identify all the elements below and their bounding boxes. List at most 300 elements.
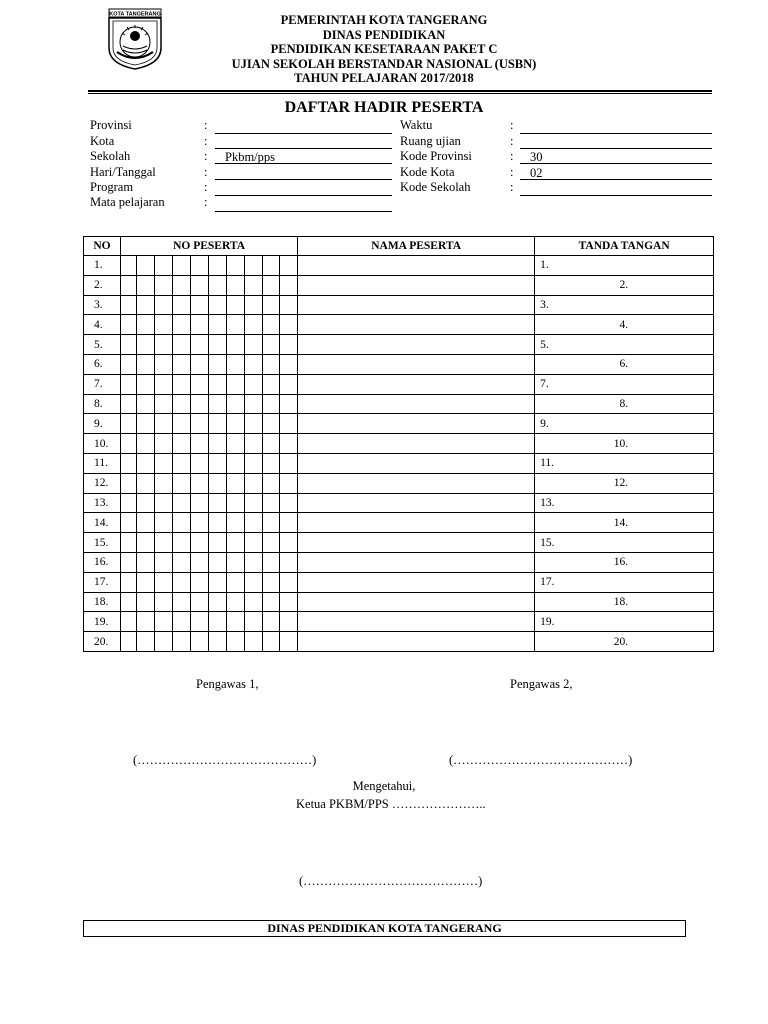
no-peserta-digit-cell[interactable] (227, 453, 245, 473)
no-peserta-digit-cell[interactable] (227, 592, 245, 612)
nama-peserta-cell[interactable] (298, 335, 535, 355)
table-row (84, 473, 714, 493)
no-peserta-digit-cell[interactable] (191, 394, 209, 414)
table-row (84, 453, 714, 473)
no-peserta-digit-cell[interactable] (137, 533, 155, 553)
no-peserta-digit-cell[interactable] (191, 533, 209, 553)
tanda-tangan-cell[interactable]: 15. (535, 533, 714, 553)
no-peserta-digit-cell[interactable] (280, 394, 298, 414)
no-peserta-digit-cell[interactable] (137, 374, 155, 394)
no-peserta-digit-cell[interactable] (280, 374, 298, 394)
no-peserta-digit-cell[interactable] (263, 414, 280, 434)
nama-peserta-cell[interactable] (298, 513, 535, 533)
tanda-tangan-cell[interactable]: 8. (535, 394, 714, 414)
no-peserta-digit-cell[interactable] (137, 493, 155, 513)
no-peserta-digit-cell[interactable] (209, 473, 227, 493)
no-peserta-digit-cell[interactable] (173, 275, 191, 295)
no-peserta-digit-cell[interactable] (227, 632, 245, 652)
no-peserta-digit-cell[interactable] (263, 612, 280, 632)
no-peserta-digit-cell[interactable] (121, 256, 137, 276)
no-peserta-digit-cell[interactable] (263, 275, 280, 295)
no-peserta-digit-cell[interactable] (245, 354, 263, 374)
no-peserta-digit-cell[interactable] (209, 592, 227, 612)
label-mata-pelajaran: Mata pelajaran (90, 195, 165, 209)
colon: : (510, 134, 514, 148)
no-peserta-digit-cell[interactable] (173, 592, 191, 612)
nama-peserta-cell[interactable] (298, 414, 535, 434)
no-peserta-digit-cell[interactable] (245, 632, 263, 652)
no-peserta-digit-cell[interactable] (245, 473, 263, 493)
field-kode-kota[interactable]: 02 (520, 166, 712, 180)
no-peserta-digit-cell[interactable] (263, 256, 280, 276)
no-peserta-digit-cell[interactable] (245, 533, 263, 553)
no-peserta-digit-cell[interactable] (263, 315, 280, 335)
tanda-tangan-cell[interactable]: 4. (535, 315, 714, 335)
table-row (84, 592, 714, 612)
no-peserta-digit-cell[interactable] (280, 612, 298, 632)
no-peserta-digit-cell[interactable] (263, 533, 280, 553)
no-peserta-digit-cell[interactable] (191, 612, 209, 632)
no-peserta-digit-cell[interactable] (245, 453, 263, 473)
table-row (84, 533, 714, 553)
no-peserta-digit-cell[interactable] (209, 513, 227, 533)
no-peserta-digit-cell[interactable] (280, 513, 298, 533)
no-peserta-digit-cell[interactable] (209, 394, 227, 414)
tanda-tangan-cell[interactable]: 13. (535, 493, 714, 513)
no-peserta-digit-cell[interactable] (173, 572, 191, 592)
no-peserta-digit-cell[interactable] (280, 295, 298, 315)
no-peserta-digit-cell[interactable] (121, 394, 137, 414)
no-peserta-digit-cell[interactable] (245, 434, 263, 454)
field-provinsi[interactable] (215, 120, 392, 134)
footer-box: DINAS PENDIDIKAN KOTA TANGERANG (83, 920, 686, 937)
field-hari-tanggal[interactable] (215, 166, 392, 180)
table-row (84, 354, 714, 374)
no-peserta-digit-cell[interactable] (191, 572, 209, 592)
no-peserta-digit-cell[interactable] (155, 275, 173, 295)
no-peserta-digit-cell[interactable] (137, 315, 155, 335)
no-peserta-digit-cell[interactable] (209, 453, 227, 473)
no-peserta-digit-cell[interactable] (155, 394, 173, 414)
no-peserta-digit-cell[interactable] (263, 493, 280, 513)
no-peserta-digit-cell[interactable] (155, 453, 173, 473)
no-peserta-digit-cell[interactable] (121, 533, 137, 553)
no-peserta-digit-cell[interactable] (137, 354, 155, 374)
no-peserta-digit-cell[interactable] (121, 453, 137, 473)
no-peserta-digit-cell[interactable] (121, 414, 137, 434)
no-peserta-digit-cell[interactable] (227, 354, 245, 374)
no-peserta-digit-cell[interactable] (191, 315, 209, 335)
nama-peserta-cell[interactable] (298, 256, 535, 276)
no-peserta-digit-cell[interactable] (245, 572, 263, 592)
no-peserta-digit-cell[interactable] (155, 434, 173, 454)
header-line-5: TAHUN PELAJARAN 2017/2018 (294, 71, 474, 85)
no-peserta-digit-cell[interactable] (173, 612, 191, 632)
no-peserta-digit-cell[interactable] (173, 414, 191, 434)
no-peserta-digit-cell[interactable] (280, 256, 298, 276)
no-peserta-digit-cell[interactable] (121, 275, 137, 295)
no-peserta-digit-cell[interactable] (245, 275, 263, 295)
colon: : (510, 118, 514, 132)
no-peserta-digit-cell[interactable] (209, 632, 227, 652)
no-peserta-digit-cell[interactable] (263, 572, 280, 592)
nama-peserta-cell[interactable] (298, 295, 535, 315)
table-row (84, 493, 714, 513)
no-peserta-digit-cell[interactable] (227, 533, 245, 553)
no-peserta-digit-cell[interactable] (227, 394, 245, 414)
no-peserta-digit-cell[interactable] (245, 394, 263, 414)
no-peserta-digit-cell[interactable] (121, 632, 137, 652)
no-peserta-digit-cell[interactable] (121, 335, 137, 355)
row-number: 9. (84, 414, 121, 434)
tanda-tangan-cell[interactable]: 5. (535, 335, 714, 355)
nama-peserta-cell[interactable] (298, 453, 535, 473)
no-peserta-digit-cell[interactable] (121, 315, 137, 335)
no-peserta-digit-cell[interactable] (191, 592, 209, 612)
no-peserta-digit-cell[interactable] (263, 295, 280, 315)
no-peserta-digit-cell[interactable] (280, 592, 298, 612)
no-peserta-digit-cell[interactable] (173, 354, 191, 374)
no-peserta-digit-cell[interactable] (245, 513, 263, 533)
no-peserta-digit-cell[interactable] (263, 592, 280, 612)
no-peserta-digit-cell[interactable] (121, 572, 137, 592)
no-peserta-digit-cell[interactable] (191, 374, 209, 394)
no-peserta-digit-cell[interactable] (245, 612, 263, 632)
field-program[interactable] (215, 182, 392, 196)
table-row (84, 295, 714, 315)
no-peserta-digit-cell[interactable] (209, 533, 227, 553)
tanda-tangan-cell[interactable]: 19. (535, 612, 714, 632)
table-row (84, 632, 714, 652)
no-peserta-digit-cell[interactable] (209, 414, 227, 434)
no-peserta-digit-cell[interactable] (155, 592, 173, 612)
no-peserta-digit-cell[interactable] (137, 612, 155, 632)
no-peserta-digit-cell[interactable] (209, 354, 227, 374)
no-peserta-digit-cell[interactable] (155, 354, 173, 374)
tanda-tangan-cell[interactable]: 14. (535, 513, 714, 533)
no-peserta-digit-cell[interactable] (227, 315, 245, 335)
no-peserta-digit-cell[interactable] (227, 473, 245, 493)
no-peserta-digit-cell[interactable] (155, 572, 173, 592)
colon: : (204, 118, 208, 132)
no-peserta-digit-cell[interactable] (263, 354, 280, 374)
no-peserta-digit-cell[interactable] (137, 295, 155, 315)
nama-peserta-cell[interactable] (298, 552, 535, 572)
header-line-3: PENDIDIKAN KESETARAAN PAKET C (270, 42, 498, 56)
logo-text: KOTA TANGERANG (109, 11, 161, 18)
no-peserta-digit-cell[interactable] (209, 275, 227, 295)
label-program: Program (90, 180, 134, 194)
nama-peserta-cell[interactable] (298, 493, 535, 513)
no-peserta-digit-cell[interactable] (155, 612, 173, 632)
no-peserta-digit-cell[interactable] (137, 473, 155, 493)
no-peserta-digit-cell[interactable] (173, 315, 191, 335)
tanda-tangan-cell[interactable]: 16. (535, 552, 714, 572)
no-peserta-digit-cell[interactable] (155, 414, 173, 434)
no-peserta-digit-cell[interactable] (209, 572, 227, 592)
no-peserta-digit-cell[interactable] (245, 295, 263, 315)
pengawas-2-signature-line[interactable]: (……………………………………) (449, 753, 633, 767)
no-peserta-digit-cell[interactable] (121, 354, 137, 374)
row-number: 4. (84, 315, 121, 335)
no-peserta-digit-cell[interactable] (209, 374, 227, 394)
no-peserta-digit-cell[interactable] (280, 315, 298, 335)
no-peserta-digit-cell[interactable] (173, 335, 191, 355)
row-number: 20. (84, 632, 121, 652)
no-peserta-digit-cell[interactable] (155, 493, 173, 513)
header-divider-thin (88, 93, 712, 94)
row-number: 5. (84, 335, 121, 355)
no-peserta-digit-cell[interactable] (191, 295, 209, 315)
no-peserta-digit-cell[interactable] (263, 632, 280, 652)
label-provinsi: Provinsi (90, 118, 132, 132)
no-peserta-digit-cell[interactable] (137, 513, 155, 533)
no-peserta-digit-cell[interactable] (245, 493, 263, 513)
tanda-tangan-cell[interactable]: 9. (535, 414, 714, 434)
no-peserta-digit-cell[interactable] (263, 453, 280, 473)
no-peserta-digit-cell[interactable] (209, 295, 227, 315)
no-peserta-digit-cell[interactable] (227, 612, 245, 632)
no-peserta-digit-cell[interactable] (137, 592, 155, 612)
no-peserta-digit-cell[interactable] (227, 572, 245, 592)
nama-peserta-cell[interactable] (298, 354, 535, 374)
no-peserta-digit-cell[interactable] (121, 592, 137, 612)
no-peserta-digit-cell[interactable] (173, 394, 191, 414)
no-peserta-digit-cell[interactable] (137, 256, 155, 276)
no-peserta-digit-cell[interactable] (191, 473, 209, 493)
no-peserta-digit-cell[interactable] (173, 295, 191, 315)
no-peserta-digit-cell[interactable] (280, 414, 298, 434)
ketua-signature-line[interactable]: (……………………………………) (299, 874, 483, 888)
field-mata-pelajaran[interactable] (215, 198, 392, 212)
header-divider-thick (88, 90, 712, 92)
no-peserta-digit-cell[interactable] (263, 552, 280, 572)
no-peserta-digit-cell[interactable] (245, 414, 263, 434)
no-peserta-digit-cell[interactable] (280, 493, 298, 513)
row-number: 14. (84, 513, 121, 533)
no-peserta-digit-cell[interactable] (191, 275, 209, 295)
no-peserta-digit-cell[interactable] (245, 315, 263, 335)
no-peserta-digit-cell[interactable] (227, 552, 245, 572)
header-line-1: PEMERINTAH KOTA TANGERANG (280, 13, 488, 27)
no-peserta-digit-cell[interactable] (173, 513, 191, 533)
no-peserta-digit-cell[interactable] (191, 632, 209, 652)
nama-peserta-cell[interactable] (298, 473, 535, 493)
no-peserta-digit-cell[interactable] (173, 632, 191, 652)
no-peserta-digit-cell[interactable] (155, 335, 173, 355)
no-peserta-digit-cell[interactable] (280, 275, 298, 295)
no-peserta-digit-cell[interactable] (263, 434, 280, 454)
right-info-block (400, 118, 714, 203)
colon: : (510, 180, 514, 194)
no-peserta-digit-cell[interactable] (209, 434, 227, 454)
no-peserta-digit-cell[interactable] (155, 533, 173, 553)
tanda-tangan-cell[interactable]: 6. (535, 354, 714, 374)
no-peserta-digit-cell[interactable] (280, 354, 298, 374)
no-peserta-digit-cell[interactable] (137, 414, 155, 434)
no-peserta-digit-cell[interactable] (209, 335, 227, 355)
no-peserta-digit-cell[interactable] (280, 335, 298, 355)
no-peserta-digit-cell[interactable] (245, 256, 263, 276)
pengawas-1-label: Pengawas 1, (196, 677, 259, 691)
no-peserta-digit-cell[interactable] (280, 453, 298, 473)
no-peserta-digit-cell[interactable] (191, 414, 209, 434)
no-peserta-digit-cell[interactable] (263, 374, 280, 394)
field-ruang-ujian[interactable] (520, 135, 712, 149)
row-number: 8. (84, 394, 121, 414)
field-sekolah[interactable]: Pkbm/pps (215, 150, 392, 164)
no-peserta-digit-cell[interactable] (121, 434, 137, 454)
no-peserta-digit-cell[interactable] (173, 434, 191, 454)
no-peserta-digit-cell[interactable] (227, 434, 245, 454)
no-peserta-digit-cell[interactable] (137, 632, 155, 652)
no-peserta-digit-cell[interactable] (227, 513, 245, 533)
nama-peserta-cell[interactable] (298, 315, 535, 335)
no-peserta-digit-cell[interactable] (280, 533, 298, 553)
no-peserta-digit-cell[interactable] (121, 374, 137, 394)
nama-peserta-cell[interactable] (298, 434, 535, 454)
no-peserta-digit-cell[interactable] (245, 592, 263, 612)
no-peserta-digit-cell[interactable] (191, 552, 209, 572)
no-peserta-digit-cell[interactable] (245, 552, 263, 572)
no-peserta-digit-cell[interactable] (227, 374, 245, 394)
nama-peserta-cell[interactable] (298, 612, 535, 632)
no-peserta-digit-cell[interactable] (245, 374, 263, 394)
no-peserta-digit-cell[interactable] (209, 612, 227, 632)
nama-peserta-cell[interactable] (298, 533, 535, 553)
tanda-tangan-cell[interactable]: 11. (535, 453, 714, 473)
no-peserta-digit-cell[interactable] (121, 295, 137, 315)
tanda-tangan-cell[interactable]: 17. (535, 572, 714, 592)
no-peserta-digit-cell[interactable] (137, 394, 155, 414)
no-peserta-digit-cell[interactable] (121, 552, 137, 572)
no-peserta-digit-cell[interactable] (173, 552, 191, 572)
table-header-row (84, 237, 714, 256)
row-number: 13. (84, 493, 121, 513)
tanda-tangan-cell[interactable]: 12. (535, 473, 714, 493)
no-peserta-digit-cell[interactable] (137, 434, 155, 454)
no-peserta-digit-cell[interactable] (173, 256, 191, 276)
no-peserta-digit-cell[interactable] (191, 354, 209, 374)
no-peserta-digit-cell[interactable] (173, 453, 191, 473)
table-row (84, 275, 714, 295)
no-peserta-digit-cell[interactable] (191, 434, 209, 454)
no-peserta-digit-cell[interactable] (209, 493, 227, 513)
colon: : (204, 149, 208, 163)
nama-peserta-cell[interactable] (298, 275, 535, 295)
no-peserta-digit-cell[interactable] (280, 632, 298, 652)
no-peserta-digit-cell[interactable] (121, 513, 137, 533)
field-kode-provinsi[interactable]: 30 (520, 150, 712, 164)
no-peserta-digit-cell[interactable] (173, 533, 191, 553)
header-line-4: UJIAN SEKOLAH BERSTANDAR NASIONAL (USBN) (231, 56, 537, 71)
no-peserta-digit-cell[interactable] (173, 493, 191, 513)
field-kode-sekolah[interactable] (520, 182, 712, 196)
tanda-tangan-cell[interactable]: 18. (535, 592, 714, 612)
row-number: 2. (84, 275, 121, 295)
no-peserta-digit-cell[interactable] (173, 473, 191, 493)
no-peserta-digit-cell[interactable] (121, 612, 137, 632)
header-line-2: DINAS PENDIDIKAN (322, 27, 446, 42)
no-peserta-digit-cell[interactable] (155, 374, 173, 394)
no-peserta-digit-cell[interactable] (263, 335, 280, 355)
header-no-peserta: NO PESERTA (121, 237, 298, 256)
no-peserta-digit-cell[interactable] (280, 552, 298, 572)
no-peserta-digit-cell[interactable] (263, 394, 280, 414)
no-peserta-digit-cell[interactable] (209, 552, 227, 572)
label-kode-kota: Kode Kota (400, 165, 455, 179)
no-peserta-digit-cell[interactable] (137, 335, 155, 355)
no-peserta-digit-cell[interactable] (280, 572, 298, 592)
no-peserta-digit-cell[interactable] (155, 552, 173, 572)
field-waktu[interactable] (520, 120, 712, 134)
table-row (84, 434, 714, 454)
no-peserta-digit-cell[interactable] (191, 493, 209, 513)
row-number: 17. (84, 572, 121, 592)
no-peserta-digit-cell[interactable] (155, 513, 173, 533)
no-peserta-digit-cell[interactable] (137, 453, 155, 473)
tanda-tangan-cell[interactable]: 7. (535, 374, 714, 394)
tanda-tangan-cell[interactable]: 20. (535, 632, 714, 652)
no-peserta-digit-cell[interactable] (173, 374, 191, 394)
no-peserta-digit-cell[interactable] (191, 453, 209, 473)
tanda-tangan-cell[interactable]: 3. (535, 295, 714, 315)
tanda-tangan-cell[interactable]: 2. (535, 275, 714, 295)
left-info-block (90, 118, 395, 218)
no-peserta-digit-cell[interactable] (227, 275, 245, 295)
no-peserta-digit-cell[interactable] (137, 275, 155, 295)
city-emblem-logo (103, 8, 167, 70)
no-peserta-digit-cell[interactable] (191, 256, 209, 276)
no-peserta-digit-cell[interactable] (209, 256, 227, 276)
no-peserta-digit-cell[interactable] (121, 473, 137, 493)
no-peserta-digit-cell[interactable] (227, 256, 245, 276)
no-peserta-digit-cell[interactable] (227, 414, 245, 434)
row-number: 12. (84, 473, 121, 493)
no-peserta-digit-cell[interactable] (155, 256, 173, 276)
pengawas-1-signature-line[interactable]: (……………………………………) (133, 753, 317, 767)
no-peserta-digit-cell[interactable] (209, 315, 227, 335)
label-kota: Kota (90, 134, 115, 148)
no-peserta-digit-cell[interactable] (137, 552, 155, 572)
tanda-tangan-cell[interactable]: 1. (535, 256, 714, 276)
no-peserta-digit-cell[interactable] (121, 493, 137, 513)
nama-peserta-cell[interactable] (298, 394, 535, 414)
no-peserta-digit-cell[interactable] (155, 295, 173, 315)
no-peserta-digit-cell[interactable] (263, 473, 280, 493)
field-kota[interactable] (215, 135, 392, 149)
no-peserta-digit-cell[interactable] (155, 632, 173, 652)
no-peserta-digit-cell[interactable] (280, 434, 298, 454)
no-peserta-digit-cell[interactable] (227, 295, 245, 315)
no-peserta-digit-cell[interactable] (191, 335, 209, 355)
no-peserta-digit-cell[interactable] (191, 513, 209, 533)
no-peserta-digit-cell[interactable] (155, 473, 173, 493)
no-peserta-digit-cell[interactable] (263, 513, 280, 533)
no-peserta-digit-cell[interactable] (227, 493, 245, 513)
nama-peserta-cell[interactable] (298, 592, 535, 612)
no-peserta-digit-cell[interactable] (137, 572, 155, 592)
no-peserta-digit-cell[interactable] (227, 335, 245, 355)
nama-peserta-cell[interactable] (298, 374, 535, 394)
no-peserta-digit-cell[interactable] (155, 315, 173, 335)
no-peserta-digit-cell[interactable] (280, 473, 298, 493)
tanda-tangan-cell[interactable]: 10. (535, 434, 714, 454)
nama-peserta-cell[interactable] (298, 572, 535, 592)
header-tanda-tangan: TANDA TANGAN (535, 237, 714, 256)
nama-peserta-cell[interactable] (298, 632, 535, 652)
no-peserta-digit-cell[interactable] (245, 335, 263, 355)
